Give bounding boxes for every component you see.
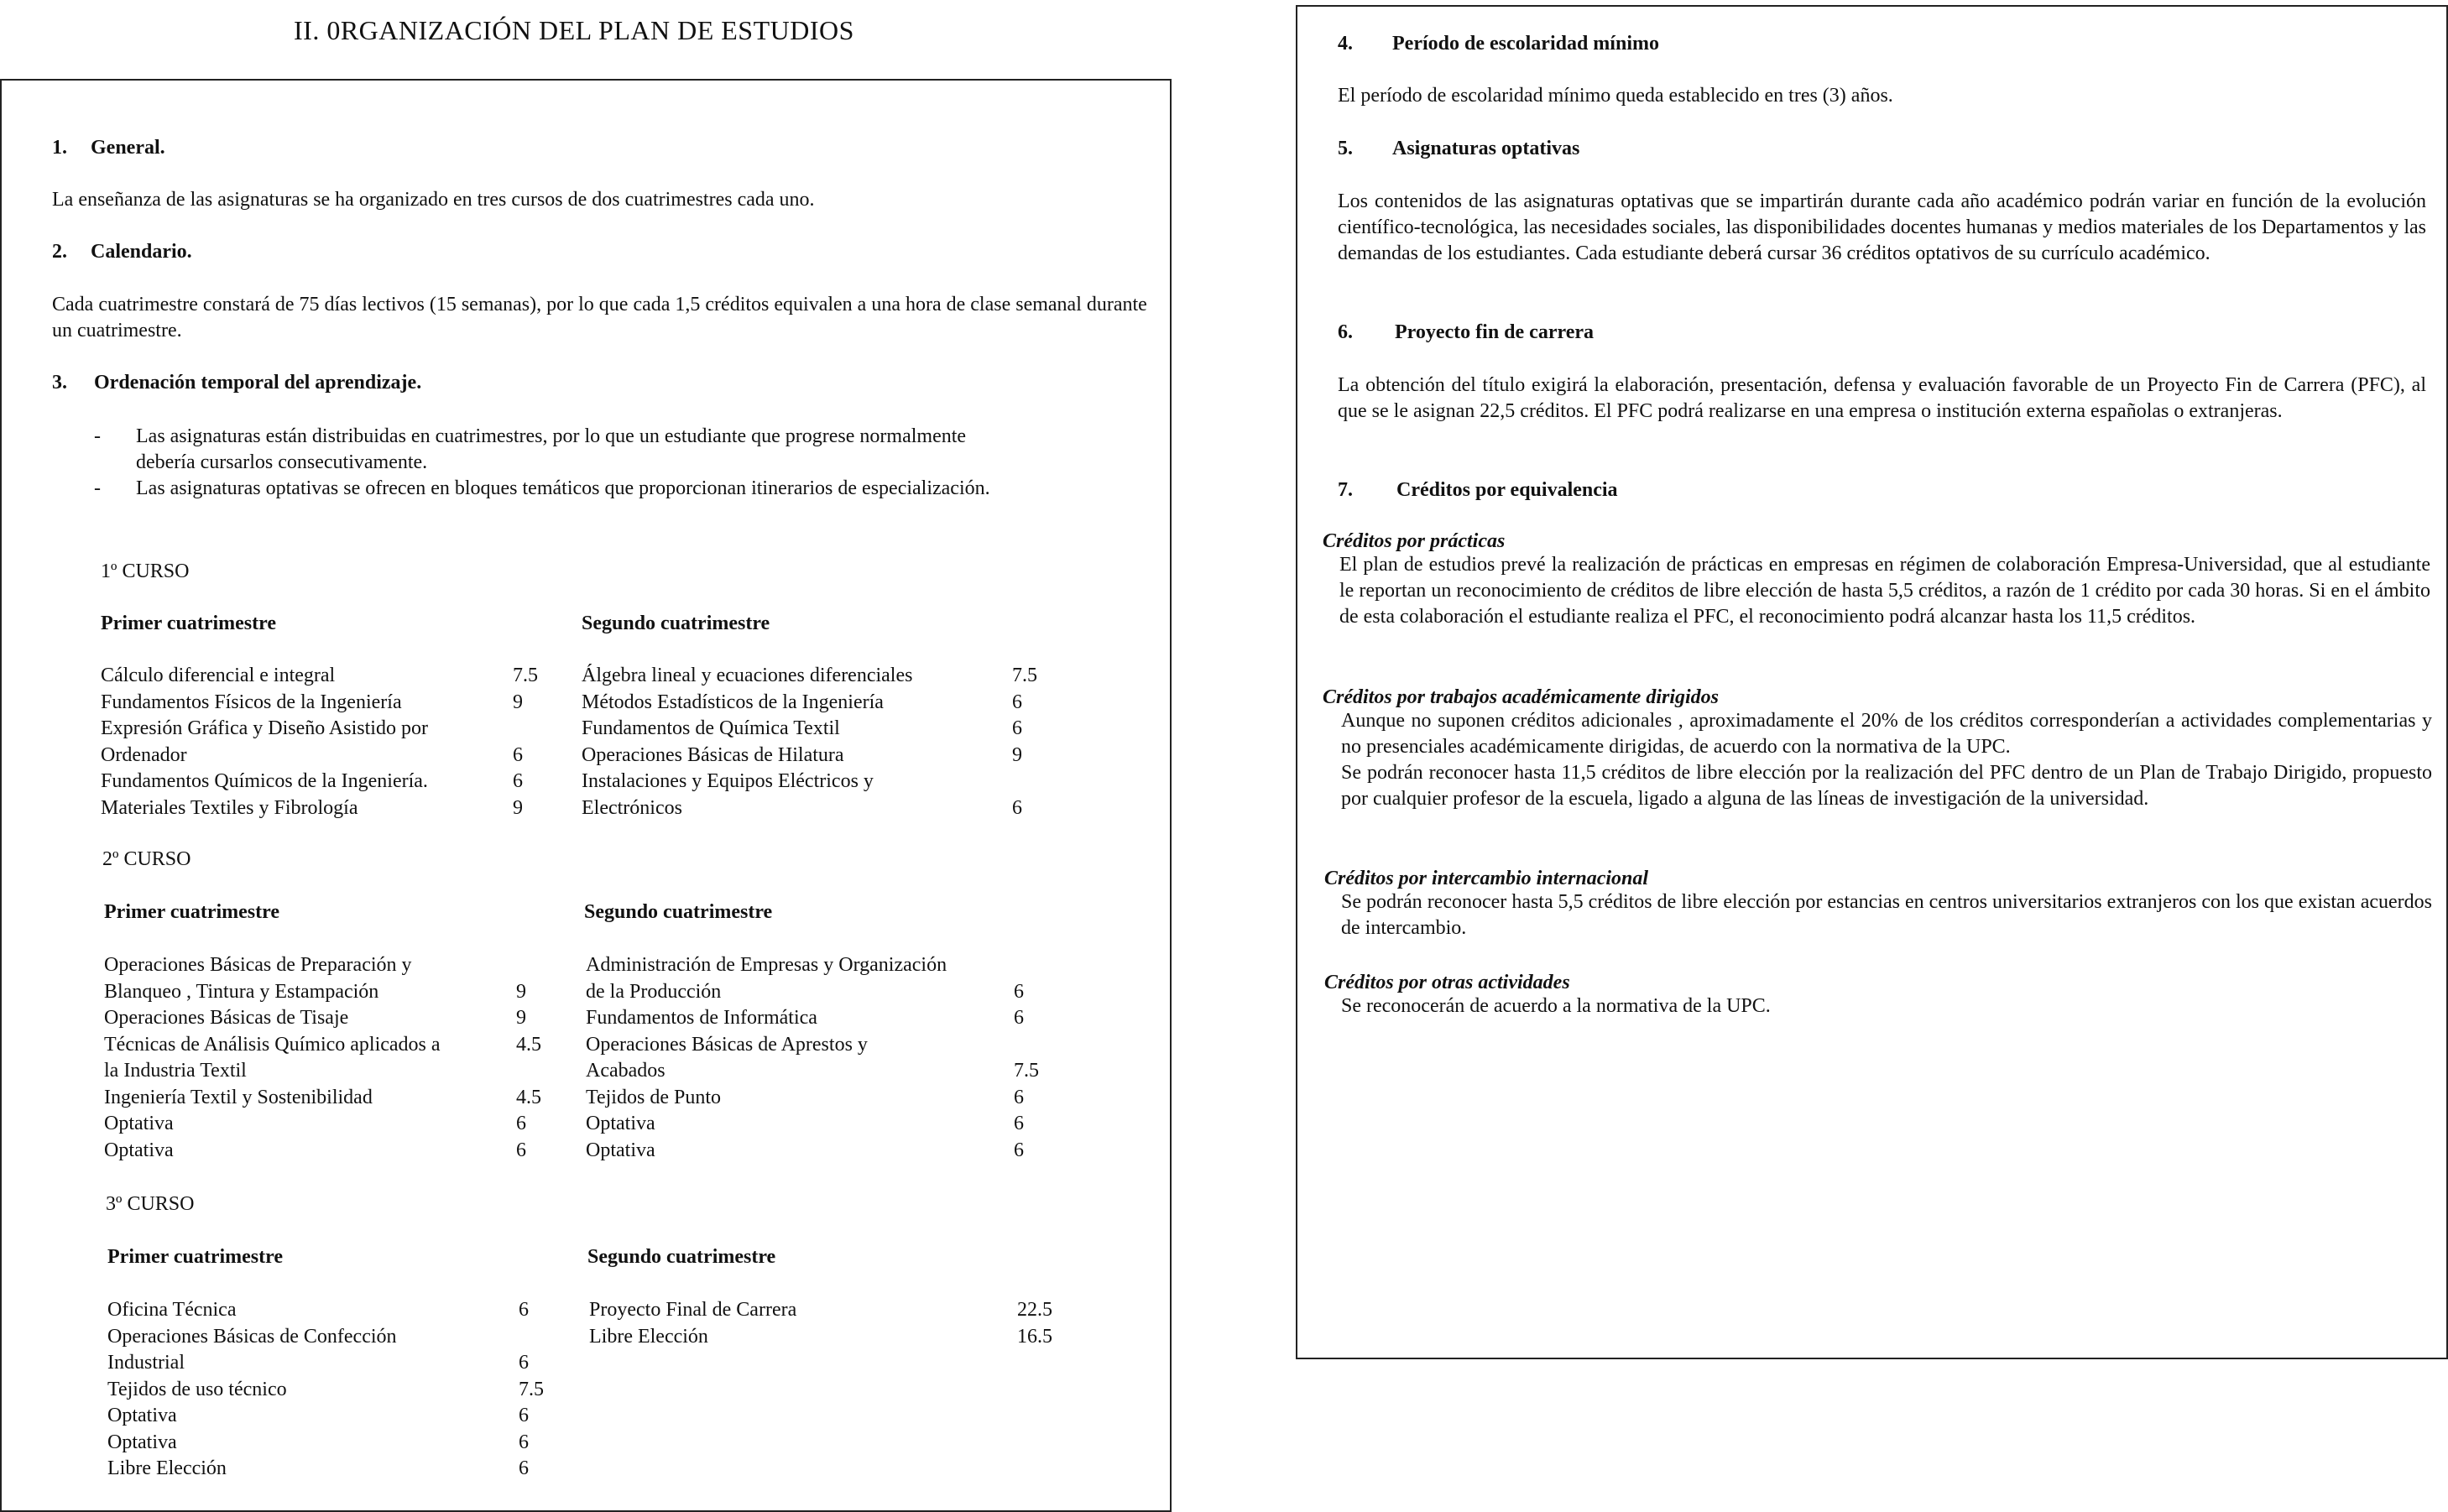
subject-name: Optativa: [586, 1139, 655, 1161]
credit-value: 7.5: [519, 1378, 544, 1400]
subject-name: Administración de Empresas y Organización: [586, 954, 947, 976]
section-4-title: Período de escolaridad mínimo: [1392, 33, 1659, 55]
subject-name: Optativa: [586, 1113, 655, 1134]
credit-value: 6: [1014, 1139, 1024, 1161]
course-list-item: [586, 1111, 655, 1137]
subject-name: Álgebra lineal y ecuaciones diferenciales: [582, 665, 913, 686]
section-6-text: La obtención del título exigirá la elaboración, presentación, defensa y evaluación favorable de un Proyecto Fin de Carrera (PFC), al que se le asignan 22,5 créditos. El PFC podrá realizarse en una empresa o institución externa españolas o extranjeras.: [1338, 374, 2426, 422]
subject-name: Ingeniería Textil y Sostenibilidad: [104, 1086, 373, 1108]
credit-value: 6: [513, 770, 523, 792]
credit-value: 6: [1014, 980, 1024, 1003]
course-1-second-semester-heading: Segundo cuatrimestre: [582, 613, 770, 634]
credit-value: 6: [519, 1299, 529, 1321]
credit-value: 9: [513, 691, 523, 713]
course-list-item: [104, 1032, 441, 1058]
credit-value: 6: [1012, 717, 1022, 739]
bullet-text: Las asignaturas están distribuidas en cuatrimestres, por lo que un estudiante que progrese normalmente: [136, 425, 967, 447]
course-list-item: [107, 1377, 287, 1403]
credit-value: 6: [1014, 1086, 1024, 1108]
course-list-item: [101, 716, 428, 742]
credit-value: 6: [1012, 691, 1022, 713]
course-list-item: [107, 1403, 177, 1429]
subject-name: Fundamentos Químicos de la Ingeniería.: [101, 770, 428, 792]
trabajos-text-2: Se podrán reconocer hasta 11,5 créditos de libre elección por la realización del PFC dentro de un Plan de Trabajo Dirigido, propuesto por cualquier profesor de la escuela, ligado a alguna de las líneas de investigación de la universidad.: [1341, 762, 2432, 810]
section-5-title: Asignaturas optativas: [1392, 138, 1580, 159]
subject-name: Industrial: [107, 1352, 185, 1374]
practicas-text: El plan de estudios prevé la realización de prácticas en empresas en régimen de colaboración Empresa-Universidad, que al estudiante le reportan un reconocimiento de créditos de libre elección de hasta 5,5 créditos, a razón de 1 crédito por cada 30 horas. Si en el ámbito de esta colaboración el estudiante realiza el PFC, el reconocimiento podrá alcanzar hasta los 11,5 créditos.: [1339, 554, 2430, 628]
course-1-label: 1º CURSO: [101, 560, 190, 582]
credit-value: 6: [519, 1457, 529, 1479]
section-4-text: El período de escolaridad mínimo queda establecido en tres (3) años.: [1338, 85, 1893, 107]
course-list-item: [586, 979, 721, 1005]
credit-value: 9: [513, 796, 523, 819]
credit-value: 6: [516, 1113, 526, 1134]
subject-name: Técnicas de Análisis Químico aplicados a: [104, 1033, 441, 1056]
course-list-item: [107, 1456, 227, 1482]
subject-name: Optativa: [107, 1405, 177, 1426]
course-3-second-semester-heading: Segundo cuatrimestre: [587, 1246, 776, 1268]
course-list-item: [101, 769, 428, 795]
intercambio-text: Se podrán reconocer hasta 5,5 créditos de libre elección por estancias en centros universitarios extranjeros con los que existan acuerdos de intercambio.: [1341, 891, 2432, 939]
subject-name: Operaciones Básicas de Tisaje: [104, 1007, 349, 1029]
credit-value: 7.5: [1012, 665, 1037, 686]
course-3-label: 3º CURSO: [106, 1193, 195, 1215]
otras-text: Se reconocerán de acuerdo a la normativa de la UPC.: [1341, 995, 1771, 1017]
course-list-item: [104, 1138, 174, 1164]
course-3-first-semester-heading: Primer cuatrimestre: [107, 1246, 284, 1268]
credit-value: 9: [516, 1007, 526, 1029]
credit-value: 4.5: [516, 1086, 541, 1108]
trabajos-heading: Créditos por trabajos académicamente dirigidos: [1323, 686, 1719, 708]
section-7-title: Créditos por equivalencia: [1396, 479, 1618, 501]
credit-value: 4.5: [516, 1033, 541, 1056]
subject-name: Cálculo diferencial e integral: [101, 665, 336, 686]
course-list-item: [101, 795, 358, 821]
course-list-item: [586, 1138, 655, 1164]
course-list-item: [107, 1350, 185, 1376]
section-2-number: 2.: [52, 241, 67, 263]
credit-value: 6: [519, 1405, 529, 1426]
subject-name: Fundamentos Físicos de la Ingeniería: [101, 691, 402, 713]
bullet-text: Las asignaturas optativas se ofrecen en bloques temáticos que proporcionan itinerarios de especialización.: [136, 477, 990, 499]
subject-name: Materiales Textiles y Fibrología: [101, 796, 358, 819]
course-list-item: [589, 1324, 708, 1350]
subject-name: Libre Elección: [589, 1325, 708, 1348]
practicas-heading: Créditos por prácticas: [1323, 530, 1506, 552]
credit-value: 9: [516, 980, 526, 1003]
course-list-item: [586, 1005, 817, 1031]
section-6-number: 6.: [1338, 321, 1353, 343]
course-2-second-semester-heading: Segundo cuatrimestre: [584, 901, 773, 923]
subject-name: Fundamentos de Informática: [586, 1007, 817, 1029]
course-list-item: [586, 952, 947, 978]
course-list-item: [586, 1085, 721, 1111]
subject-name: Operaciones Básicas de Aprestos y: [586, 1033, 868, 1056]
credit-value: 7.5: [513, 665, 538, 686]
subject-name: Electrónicos: [582, 796, 682, 819]
course-1-first-semester-heading: Primer cuatrimestre: [101, 613, 277, 634]
course-list-item: [104, 952, 412, 978]
course-list-item: [107, 1430, 177, 1456]
course-list-item: [582, 663, 912, 689]
course-list-item: [104, 1111, 174, 1137]
course-list-item: [101, 663, 335, 689]
bullet-text-continued: debería cursarlos consecutivamente.: [136, 451, 428, 473]
subject-name: Operaciones Básicas de Confección: [107, 1325, 397, 1348]
subject-name: Operaciones Básicas de Preparación y: [104, 954, 412, 976]
credit-value: 22.5: [1017, 1299, 1052, 1321]
credit-value: 16.5: [1017, 1325, 1052, 1348]
course-list-item: [589, 1297, 796, 1323]
subject-name: de la Producción: [586, 980, 722, 1003]
course-list-item: [104, 1058, 247, 1084]
trabajos-text-1: Aunque no suponen créditos adicionales , aproximadamente el 20% de los créditos corresponderían a actividades complementarias y no presenciales académicamente dirigidas, de acuerdo con la normativa de la UPC.: [1341, 710, 2432, 758]
course-list-item: [586, 1032, 868, 1058]
section-1-text: La enseñanza de las asignaturas se ha organizado en tres cursos de dos cuatrimestres cada uno.: [52, 189, 815, 211]
section-6-title: Proyecto fin de carrera: [1395, 321, 1595, 343]
subject-name: Acabados: [586, 1060, 666, 1082]
otras-heading: Créditos por otras actividades: [1324, 972, 1570, 993]
credit-value: 7.5: [1014, 1060, 1039, 1082]
section-1-title: General.: [91, 137, 165, 159]
course-list-item: [582, 743, 844, 769]
intercambio-heading: Créditos por intercambio internacional: [1324, 868, 1649, 889]
course-list-item: [582, 690, 884, 716]
subject-name: Métodos Estadísticos de la Ingeniería: [582, 691, 884, 713]
subject-name: Fundamentos de Química Textil: [582, 717, 840, 739]
section-4-number: 4.: [1338, 33, 1353, 55]
section-7-number: 7.: [1338, 479, 1353, 501]
course-list-item: [107, 1297, 236, 1323]
subject-name: Optativa: [104, 1139, 174, 1161]
course-list-item: [582, 795, 682, 821]
section-3-number: 3.: [52, 372, 67, 394]
course-list-item: [582, 716, 840, 742]
section-5-number: 5.: [1338, 138, 1353, 159]
subject-name: Optativa: [107, 1431, 177, 1453]
credit-value: 6: [513, 743, 523, 766]
credit-value: 6: [1014, 1113, 1024, 1134]
section-3-title: Ordenación temporal del aprendizaje.: [94, 372, 422, 394]
bullet-dash: -: [94, 477, 101, 499]
course-list-item: [101, 690, 402, 716]
course-list-item: [107, 1324, 397, 1350]
subject-name: la Industria Textil: [104, 1060, 247, 1082]
credit-value: 6: [519, 1431, 529, 1453]
subject-name: Oficina Técnica: [107, 1299, 237, 1321]
course-list-item: [104, 1085, 373, 1111]
course-list-item: [582, 769, 874, 795]
subject-name: Ordenador: [101, 743, 187, 766]
subject-name: Operaciones Básicas de Hilatura: [582, 743, 844, 766]
subject-name: Instalaciones y Equipos Eléctricos y: [582, 770, 874, 792]
credit-value: 6: [1012, 796, 1022, 819]
credit-value: 9: [1012, 743, 1022, 766]
subject-name: Proyecto Final de Carrera: [589, 1299, 797, 1321]
course-list-item: [586, 1058, 666, 1084]
section-2-text: Cada cuatrimestre constará de 75 días lectivos (15 semanas), por lo que cada 1,5 créditos equivalen a una hora de clase semanal durante un cuatrimestre.: [52, 294, 1147, 342]
section-5-text: Los contenidos de las asignaturas optativas que se impartirán durante cada año académico podrán variar en función de la evolución científico-tecnológica, las necesidades sociales, las disponibilidades docentes humanas y medios materiales de los Departamentos y las demandas de los estudiantes. Cada estudiante deberá cursar 36 créditos optativos de su currículo académico.: [1338, 190, 2426, 264]
subject-name: Tejidos de uso técnico: [107, 1378, 287, 1400]
subject-name: Optativa: [104, 1113, 174, 1134]
section-1-number: 1.: [52, 137, 67, 159]
course-2-label: 2º CURSO: [102, 848, 191, 870]
course-list-item: [104, 979, 378, 1005]
page-title: II. 0RGANIZACIÓN DEL PLAN DE ESTUDIOS: [294, 15, 854, 45]
subject-name: Tejidos de Punto: [586, 1086, 721, 1108]
course-list-item: [101, 743, 187, 769]
course-list-item: [104, 1005, 348, 1031]
section-2-title: Calendario.: [91, 241, 192, 263]
subject-name: Expresión Gráfica y Diseño Asistido por: [101, 717, 428, 739]
subject-name: Blanqueo , Tintura y Estampación: [104, 980, 379, 1003]
credit-value: 6: [1014, 1007, 1024, 1029]
subject-name: Libre Elección: [107, 1457, 227, 1479]
course-2-first-semester-heading: Primer cuatrimestre: [104, 901, 280, 923]
credit-value: 6: [519, 1352, 529, 1374]
bullet-dash: -: [94, 425, 101, 447]
credit-value: 6: [516, 1139, 526, 1161]
